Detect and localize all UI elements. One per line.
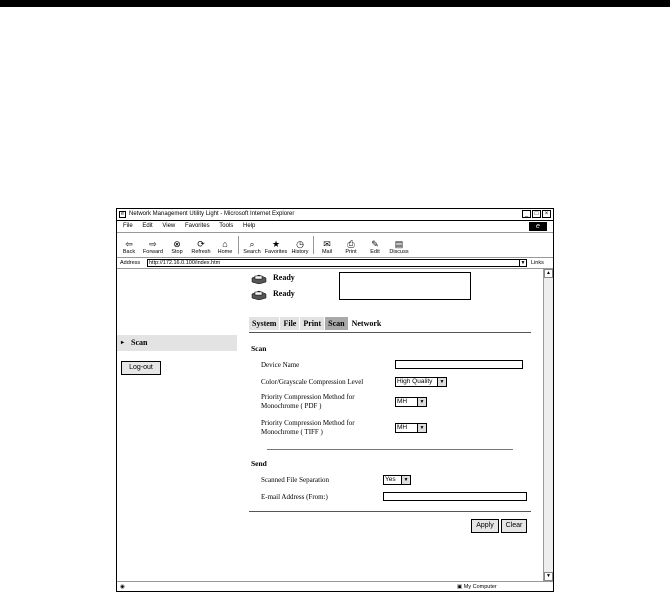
status-ready-1: Ready bbox=[273, 273, 295, 282]
address-input[interactable] bbox=[147, 259, 527, 267]
apply-button[interactable]: Apply bbox=[471, 519, 499, 533]
printer-icon bbox=[251, 274, 267, 284]
pdf-compression-label-line2: Monochrome ( PDF ) bbox=[261, 402, 322, 410]
menu-help[interactable]: Help bbox=[242, 223, 256, 229]
chevron-down-icon: ▼ bbox=[417, 398, 426, 406]
search-label: Search bbox=[243, 249, 261, 255]
file-separation-value: Yes bbox=[385, 476, 396, 483]
print-icon: ⎙ bbox=[347, 239, 355, 249]
sidebar-item-label: Scan bbox=[131, 338, 148, 347]
edit-icon: ✎ bbox=[371, 239, 379, 249]
refresh-icon: ⟳ bbox=[197, 239, 205, 249]
page-content bbox=[117, 269, 553, 581]
back-button[interactable] bbox=[117, 233, 141, 257]
discuss-icon: ▤ bbox=[394, 239, 404, 249]
stop-icon: ⊗ bbox=[173, 239, 181, 249]
back-label: Back bbox=[122, 249, 136, 255]
pdf-compression-value: MH bbox=[397, 398, 408, 405]
tiff-compression-select[interactable] bbox=[395, 423, 427, 433]
address-label: Address bbox=[120, 260, 141, 266]
favorites-label: Favorites bbox=[264, 249, 288, 255]
refresh-label: Refresh bbox=[191, 249, 211, 255]
page-icon: ◉ bbox=[120, 584, 125, 590]
security-zone bbox=[457, 582, 497, 592]
menu-view[interactable]: View bbox=[162, 223, 176, 229]
address-dropdown-icon[interactable]: ▼ bbox=[520, 260, 526, 266]
menu-bar bbox=[117, 221, 553, 233]
print-button[interactable] bbox=[339, 233, 363, 257]
home-label: Home bbox=[217, 249, 233, 255]
minimize-button[interactable]: _ bbox=[522, 210, 531, 218]
menu-favorites[interactable]: Favorites bbox=[184, 223, 210, 229]
scan-heading: Scan bbox=[251, 344, 267, 353]
color-compression-label: Color/Grayscale Compression Level bbox=[261, 378, 364, 386]
pdf-compression-label-line1: Priority Compression Method for bbox=[261, 393, 355, 401]
address-url: http://172.16.0.100/index.htm bbox=[149, 260, 221, 266]
computer-icon: ▣ bbox=[457, 584, 464, 590]
chevron-down-icon: ▼ bbox=[401, 476, 410, 484]
mail-icon: ✉ bbox=[323, 239, 331, 249]
browser-window bbox=[116, 208, 554, 592]
scroll-up-icon[interactable]: ▲ bbox=[544, 269, 553, 278]
toolbar bbox=[117, 233, 553, 258]
stop-label: Stop bbox=[171, 249, 183, 255]
tab-network[interactable]: Network bbox=[351, 319, 382, 328]
history-label: History bbox=[291, 249, 309, 255]
menu-tools[interactable]: Tools bbox=[219, 223, 234, 229]
tiff-compression-label-line1: Priority Compression Method for bbox=[261, 419, 355, 427]
tab-divider bbox=[249, 332, 531, 333]
status-bar bbox=[117, 581, 553, 592]
vertical-scrollbar[interactable] bbox=[543, 269, 553, 581]
toolbar-separator bbox=[238, 236, 239, 254]
menu-file[interactable]: File bbox=[123, 223, 133, 229]
printer-icon bbox=[251, 290, 267, 300]
clear-button[interactable]: Clear bbox=[501, 519, 527, 533]
page-top-rule bbox=[0, 0, 670, 7]
edit-button[interactable] bbox=[363, 233, 387, 257]
address-bar bbox=[117, 258, 553, 269]
close-button[interactable]: × bbox=[542, 210, 551, 218]
color-compression-value: High Quality bbox=[397, 378, 433, 385]
logout-button[interactable]: Log-out bbox=[121, 361, 161, 375]
file-separation-label: Scanned File Separation bbox=[261, 476, 330, 484]
ie-window-icon: e bbox=[119, 211, 126, 218]
email-from-label: E-mail Address (From:) bbox=[261, 493, 328, 501]
chevron-down-icon: ▼ bbox=[437, 378, 446, 386]
forward-label: Forward bbox=[142, 249, 164, 255]
device-name-input[interactable] bbox=[395, 360, 523, 369]
zone-label: My Computer bbox=[463, 584, 497, 590]
print-label: Print bbox=[345, 249, 357, 255]
window-title: Network Management Utility Light - Microsoft Internet Explorer bbox=[129, 211, 295, 217]
favorites-button[interactable] bbox=[264, 233, 288, 257]
tab-file[interactable]: File bbox=[280, 317, 299, 330]
forward-button[interactable] bbox=[141, 233, 165, 257]
tiff-compression-value: MH bbox=[397, 424, 408, 431]
search-button[interactable] bbox=[240, 233, 264, 257]
title-bar bbox=[117, 209, 553, 221]
section-divider bbox=[267, 449, 513, 450]
scroll-down-icon[interactable]: ▼ bbox=[544, 572, 553, 581]
chevron-down-icon: ▼ bbox=[417, 424, 426, 432]
pdf-compression-select[interactable] bbox=[395, 397, 427, 407]
tiff-compression-label-line2: Monochrome ( TIFF ) bbox=[261, 428, 323, 436]
ie-logo-icon: e bbox=[529, 222, 547, 231]
tab-bar bbox=[249, 317, 529, 330]
back-arrow-icon: ⇦ bbox=[125, 239, 133, 249]
email-from-input[interactable] bbox=[383, 492, 527, 501]
bottom-divider bbox=[249, 511, 531, 512]
forward-arrow-icon: ⇨ bbox=[149, 239, 157, 249]
arrow-icon: ▸ bbox=[121, 340, 125, 346]
home-button[interactable] bbox=[213, 233, 237, 257]
stop-button[interactable] bbox=[165, 233, 189, 257]
file-separation-select[interactable] bbox=[383, 475, 411, 485]
sidebar-item-scan[interactable] bbox=[117, 335, 237, 351]
toolbar-separator bbox=[313, 236, 314, 254]
favorites-icon: ★ bbox=[271, 239, 281, 249]
mail-label: Mail bbox=[321, 249, 333, 255]
status-ready-2: Ready bbox=[273, 289, 295, 298]
history-icon: ◷ bbox=[296, 239, 304, 249]
discuss-label: Discuss bbox=[389, 249, 409, 255]
home-icon: ⌂ bbox=[222, 239, 228, 249]
send-heading: Send bbox=[251, 459, 267, 468]
tab-system[interactable]: System bbox=[249, 317, 279, 330]
discuss-button[interactable] bbox=[387, 233, 411, 257]
status-message-box bbox=[339, 272, 471, 300]
tab-print[interactable]: Print bbox=[300, 317, 324, 330]
color-compression-select[interactable] bbox=[395, 377, 447, 387]
mail-button[interactable] bbox=[315, 233, 339, 257]
links-label[interactable]: Links bbox=[531, 260, 544, 266]
refresh-button[interactable] bbox=[189, 233, 213, 257]
search-icon: ⌕ bbox=[249, 239, 255, 249]
menu-edit[interactable]: Edit bbox=[142, 223, 153, 229]
edit-label: Edit bbox=[370, 249, 380, 255]
history-button[interactable] bbox=[288, 233, 312, 257]
device-name-label: Device Name bbox=[261, 361, 300, 369]
maximize-button[interactable]: □ bbox=[532, 210, 541, 218]
tab-scan[interactable]: Scan bbox=[325, 317, 347, 330]
